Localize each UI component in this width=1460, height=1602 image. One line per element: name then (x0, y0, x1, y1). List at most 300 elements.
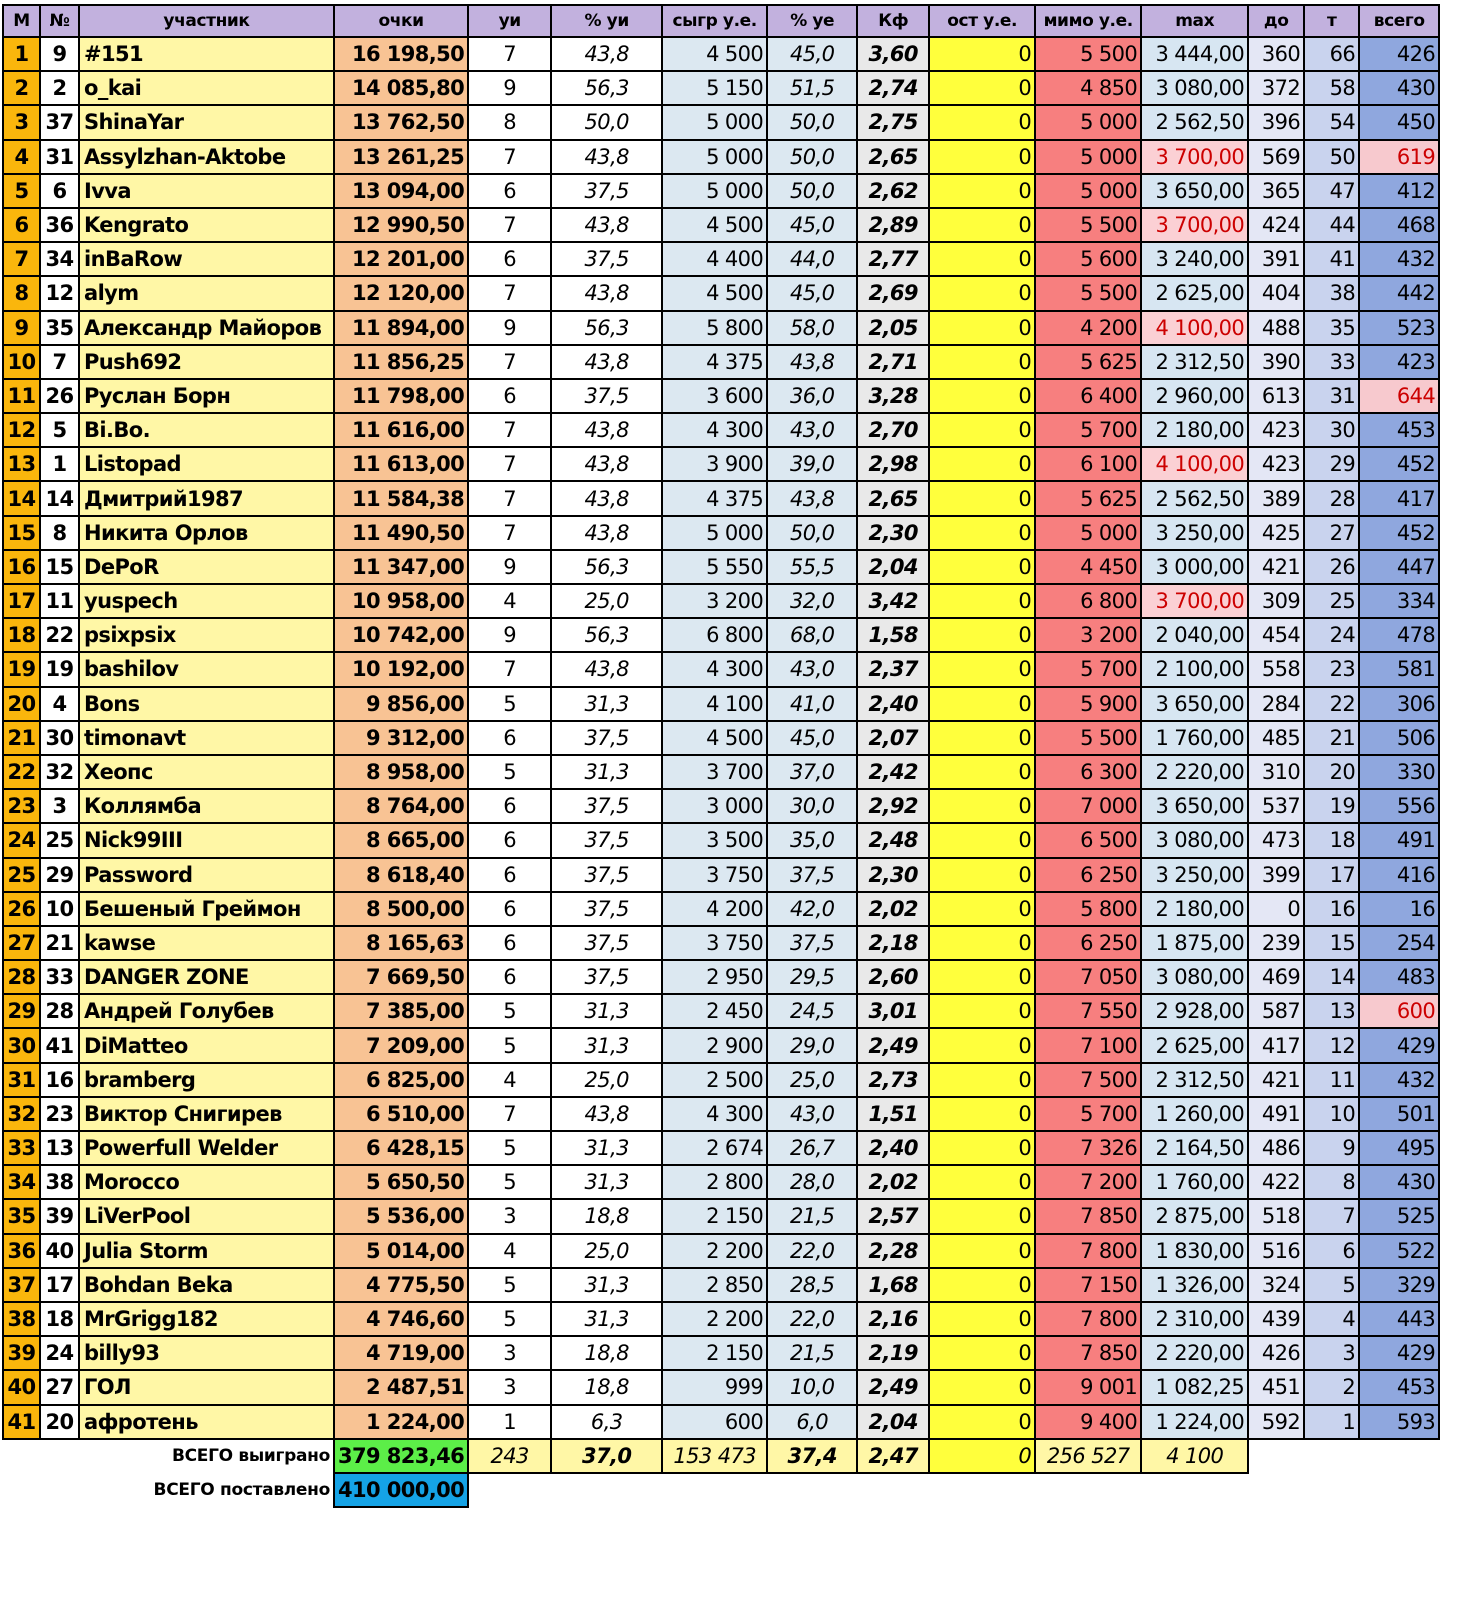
cell-pct-ui: 43,8 (551, 208, 662, 242)
cell-t: 22 (1304, 687, 1359, 721)
cell-points: 7 209,00 (334, 1028, 468, 1062)
cell-to: 372 (1248, 71, 1304, 105)
cell-pct-ui: 43,8 (551, 652, 662, 686)
cell-kf: 2,98 (857, 447, 929, 481)
cell-kf: 2,92 (857, 789, 929, 823)
cell-to: 454 (1248, 618, 1304, 652)
cell-ui: 6 (468, 960, 551, 994)
cell-points: 11 798,00 (334, 379, 468, 413)
cell-pct-played: 24,5 (767, 994, 857, 1028)
cell-ui: 8 (468, 105, 551, 139)
cell-max: 2 625,00 (1141, 276, 1248, 310)
cell-pct-played: 37,5 (767, 926, 857, 960)
cell-number: 5 (40, 413, 79, 447)
cell-pct-played: 21,5 (767, 1199, 857, 1233)
total-missed: 256 527 (1035, 1439, 1141, 1473)
col-header-kf: Кф (857, 5, 929, 37)
cell-to: 518 (1248, 1199, 1304, 1233)
cell-left: 0 (929, 481, 1035, 515)
cell-kf: 2,49 (857, 1028, 929, 1062)
cell-to: 426 (1248, 1336, 1304, 1370)
cell-kf: 2,18 (857, 926, 929, 960)
cell-to: 485 (1248, 721, 1304, 755)
cell-points: 10 192,00 (334, 652, 468, 686)
cell-number: 37 (40, 105, 79, 139)
col-header-total: всего (1359, 5, 1439, 37)
cell-kf: 2,16 (857, 1302, 929, 1336)
cell-t: 10 (1304, 1097, 1359, 1131)
table-row (3, 1063, 1439, 1097)
cell-ui: 6 (468, 242, 551, 276)
cell-rank: 2 (3, 71, 40, 105)
cell-to: 284 (1248, 687, 1304, 721)
cell-rank: 27 (3, 926, 40, 960)
cell-number: 39 (40, 1199, 79, 1233)
cell-t: 41 (1304, 242, 1359, 276)
cell-to: 537 (1248, 789, 1304, 823)
cell-to: 613 (1248, 379, 1304, 413)
cell-kf: 2,77 (857, 242, 929, 276)
cell-total: 468 (1359, 208, 1439, 242)
cell-pct-played: 36,0 (767, 379, 857, 413)
cell-total: 491 (1359, 823, 1439, 857)
cell-ui: 5 (468, 687, 551, 721)
table-row (3, 174, 1439, 208)
cell-pct-played: 22,0 (767, 1234, 857, 1268)
table-row (3, 276, 1439, 310)
cell-t: 44 (1304, 208, 1359, 242)
cell-kf: 2,02 (857, 1165, 929, 1199)
cell-played: 3 200 (662, 584, 767, 618)
cell-total: 432 (1359, 242, 1439, 276)
col-header-points: очки (334, 5, 468, 37)
cell-to: 587 (1248, 994, 1304, 1028)
cell-left: 0 (929, 789, 1035, 823)
cell-missed: 7 500 (1035, 1063, 1141, 1097)
cell-pct-played: 37,0 (767, 755, 857, 789)
cell-kf: 3,42 (857, 584, 929, 618)
cell-t: 35 (1304, 311, 1359, 345)
cell-number: 1 (40, 447, 79, 481)
cell-missed: 7 100 (1035, 1028, 1141, 1062)
cell-number: 9 (40, 37, 79, 71)
cell-number: 10 (40, 892, 79, 926)
cell-ui: 9 (468, 618, 551, 652)
cell-missed: 5 500 (1035, 721, 1141, 755)
cell-missed: 5 500 (1035, 276, 1141, 310)
cell-missed: 5 000 (1035, 516, 1141, 550)
cell-to: 360 (1248, 37, 1304, 71)
cell-missed: 6 100 (1035, 447, 1141, 481)
cell-t: 20 (1304, 755, 1359, 789)
cell-left: 0 (929, 516, 1035, 550)
cell-ui: 3 (468, 1370, 551, 1404)
cell-t: 27 (1304, 516, 1359, 550)
table-row (3, 584, 1439, 618)
cell-kf: 2,04 (857, 1405, 929, 1439)
cell-rank: 26 (3, 892, 40, 926)
table-row (3, 1165, 1439, 1199)
table-row (3, 1097, 1439, 1131)
cell-total: 600 (1359, 994, 1439, 1028)
totals-staked-row (3, 1473, 1439, 1507)
cell-kf: 3,01 (857, 994, 929, 1028)
cell-played: 4 375 (662, 345, 767, 379)
table-row (3, 71, 1439, 105)
cell-played: 2 800 (662, 1165, 767, 1199)
cell-left: 0 (929, 652, 1035, 686)
table-row (3, 1234, 1439, 1268)
cell-rank: 3 (3, 105, 40, 139)
col-header-ui: уи (468, 5, 551, 37)
cell-points: 2 487,51 (334, 1370, 468, 1404)
cell-participant: yuspech (79, 584, 334, 618)
cell-rank: 21 (3, 721, 40, 755)
cell-left: 0 (929, 1268, 1035, 1302)
cell-kf: 2,62 (857, 174, 929, 208)
cell-ui: 7 (468, 345, 551, 379)
cell-left: 0 (929, 858, 1035, 892)
cell-kf: 2,60 (857, 960, 929, 994)
col-header-to: до (1248, 5, 1304, 37)
table-row (3, 1028, 1439, 1062)
cell-kf: 2,69 (857, 276, 929, 310)
cell-ui: 3 (468, 1199, 551, 1233)
blank-cell (1248, 1439, 1439, 1473)
col-header-played: сыгр у.е. (662, 5, 767, 37)
cell-rank: 32 (3, 1097, 40, 1131)
cell-pct-ui: 37,5 (551, 926, 662, 960)
cell-left: 0 (929, 1131, 1035, 1165)
cell-to: 558 (1248, 652, 1304, 686)
cell-to: 439 (1248, 1302, 1304, 1336)
cell-rank: 4 (3, 140, 40, 174)
table-row (3, 447, 1439, 481)
cell-rank: 38 (3, 1302, 40, 1336)
total-staked-label: ВСЕГО поставлено (3, 1473, 334, 1507)
cell-kf: 2,42 (857, 755, 929, 789)
cell-missed: 7 850 (1035, 1199, 1141, 1233)
cell-number: 11 (40, 584, 79, 618)
cell-t: 17 (1304, 858, 1359, 892)
table-row (3, 1268, 1439, 1302)
cell-left: 0 (929, 584, 1035, 618)
cell-pct-played: 26,7 (767, 1131, 857, 1165)
cell-left: 0 (929, 960, 1035, 994)
cell-played: 5 150 (662, 71, 767, 105)
cell-to: 0 (1248, 892, 1304, 926)
cell-kf: 2,49 (857, 1370, 929, 1404)
cell-played: 600 (662, 1405, 767, 1439)
cell-total: 593 (1359, 1405, 1439, 1439)
cell-played: 4 375 (662, 481, 767, 515)
cell-points: 13 261,25 (334, 140, 468, 174)
cell-left: 0 (929, 311, 1035, 345)
cell-pct-ui: 31,3 (551, 1268, 662, 1302)
cell-ui: 6 (468, 789, 551, 823)
cell-missed: 5 500 (1035, 208, 1141, 242)
cell-points: 6 510,00 (334, 1097, 468, 1131)
cell-number: 20 (40, 1405, 79, 1439)
cell-pct-ui: 43,8 (551, 481, 662, 515)
cell-ui: 5 (468, 1268, 551, 1302)
table-row (3, 652, 1439, 686)
cell-total: 453 (1359, 1370, 1439, 1404)
cell-t: 7 (1304, 1199, 1359, 1233)
cell-to: 486 (1248, 1131, 1304, 1165)
cell-participant: MrGrigg182 (79, 1302, 334, 1336)
cell-to: 404 (1248, 276, 1304, 310)
cell-pct-played: 28,5 (767, 1268, 857, 1302)
cell-played: 5 000 (662, 516, 767, 550)
cell-participant: Руслан Борн (79, 379, 334, 413)
cell-to: 390 (1248, 345, 1304, 379)
cell-left: 0 (929, 345, 1035, 379)
total-max: 4 100 (1141, 1439, 1248, 1473)
cell-pct-ui: 37,5 (551, 960, 662, 994)
cell-total: 416 (1359, 858, 1439, 892)
cell-played: 4 500 (662, 37, 767, 71)
cell-ui: 1 (468, 1405, 551, 1439)
cell-pct-played: 43,0 (767, 1097, 857, 1131)
cell-total: 426 (1359, 37, 1439, 71)
col-header-t: т (1304, 5, 1359, 37)
cell-t: 18 (1304, 823, 1359, 857)
cell-pct-played: 51,5 (767, 71, 857, 105)
cell-points: 16 198,50 (334, 37, 468, 71)
cell-to: 592 (1248, 1405, 1304, 1439)
cell-left: 0 (929, 242, 1035, 276)
cell-t: 47 (1304, 174, 1359, 208)
col-header-number: № (40, 5, 79, 37)
cell-to: 310 (1248, 755, 1304, 789)
cell-pct-ui: 25,0 (551, 1234, 662, 1268)
total-won-value: 379 823,46 (334, 1439, 468, 1473)
cell-pct-played: 43,0 (767, 652, 857, 686)
cell-number: 2 (40, 71, 79, 105)
cell-total: 429 (1359, 1028, 1439, 1062)
cell-missed: 5 800 (1035, 892, 1141, 926)
cell-participant: Виктор Снигирев (79, 1097, 334, 1131)
cell-kf: 2,05 (857, 311, 929, 345)
cell-total: 450 (1359, 105, 1439, 139)
cell-missed: 5 625 (1035, 345, 1141, 379)
cell-pct-ui: 31,3 (551, 1028, 662, 1062)
cell-max: 2 180,00 (1141, 892, 1248, 926)
cell-rank: 10 (3, 345, 40, 379)
cell-total: 453 (1359, 413, 1439, 447)
table-row (3, 858, 1439, 892)
cell-pct-played: 35,0 (767, 823, 857, 857)
cell-total: 522 (1359, 1234, 1439, 1268)
table-row (3, 994, 1439, 1028)
cell-t: 30 (1304, 413, 1359, 447)
cell-t: 6 (1304, 1234, 1359, 1268)
cell-participant: Никита Орлов (79, 516, 334, 550)
cell-participant: DiMatteo (79, 1028, 334, 1062)
cell-ui: 7 (468, 1097, 551, 1131)
cell-number: 8 (40, 516, 79, 550)
cell-participant: Александр Майоров (79, 311, 334, 345)
cell-t: 50 (1304, 140, 1359, 174)
cell-left: 0 (929, 105, 1035, 139)
cell-kf: 2,65 (857, 481, 929, 515)
cell-pct-ui: 56,3 (551, 550, 662, 584)
cell-pct-played: 41,0 (767, 687, 857, 721)
cell-played: 2 850 (662, 1268, 767, 1302)
cell-max: 2 220,00 (1141, 755, 1248, 789)
cell-max: 2 562,50 (1141, 105, 1248, 139)
cell-missed: 4 450 (1035, 550, 1141, 584)
cell-participant: Assylzhan-Aktobe (79, 140, 334, 174)
table-row (3, 721, 1439, 755)
cell-participant: афротень (79, 1405, 334, 1439)
cell-pct-ui: 43,8 (551, 516, 662, 550)
cell-max: 2 164,50 (1141, 1131, 1248, 1165)
cell-participant: Коллямба (79, 789, 334, 823)
cell-total: 525 (1359, 1199, 1439, 1233)
cell-pct-played: 45,0 (767, 276, 857, 310)
cell-ui: 5 (468, 755, 551, 789)
cell-to: 423 (1248, 447, 1304, 481)
cell-played: 2 500 (662, 1063, 767, 1097)
table-row (3, 242, 1439, 276)
cell-total: 495 (1359, 1131, 1439, 1165)
cell-points: 6 825,00 (334, 1063, 468, 1097)
cell-number: 27 (40, 1370, 79, 1404)
cell-rank: 5 (3, 174, 40, 208)
cell-pct-ui: 43,8 (551, 276, 662, 310)
cell-to: 391 (1248, 242, 1304, 276)
cell-max: 2 180,00 (1141, 413, 1248, 447)
cell-rank: 11 (3, 379, 40, 413)
table-row (3, 892, 1439, 926)
cell-t: 4 (1304, 1302, 1359, 1336)
col-header-rank: М (3, 5, 40, 37)
cell-participant: Password (79, 858, 334, 892)
cell-max: 2 960,00 (1141, 379, 1248, 413)
table-row (3, 1370, 1439, 1404)
cell-t: 26 (1304, 550, 1359, 584)
cell-ui: 6 (468, 892, 551, 926)
cell-rank: 19 (3, 652, 40, 686)
cell-ui: 5 (468, 1028, 551, 1062)
cell-rank: 1 (3, 37, 40, 71)
cell-pct-ui: 37,5 (551, 721, 662, 755)
cell-points: 8 764,00 (334, 789, 468, 823)
cell-rank: 28 (3, 960, 40, 994)
cell-kf: 2,65 (857, 140, 929, 174)
cell-number: 24 (40, 1336, 79, 1370)
cell-left: 0 (929, 1234, 1035, 1268)
cell-missed: 6 500 (1035, 823, 1141, 857)
total-pct-played: 37,4 (767, 1439, 857, 1473)
cell-t: 15 (1304, 926, 1359, 960)
cell-kf: 2,30 (857, 858, 929, 892)
cell-ui: 7 (468, 413, 551, 447)
cell-pct-played: 28,0 (767, 1165, 857, 1199)
cell-t: 11 (1304, 1063, 1359, 1097)
cell-number: 30 (40, 721, 79, 755)
cell-ui: 4 (468, 584, 551, 618)
cell-max: 3 444,00 (1141, 37, 1248, 71)
cell-participant: Хеопс (79, 755, 334, 789)
cell-max: 3 650,00 (1141, 687, 1248, 721)
cell-max: 3 240,00 (1141, 242, 1248, 276)
cell-participant: timonavt (79, 721, 334, 755)
cell-total: 417 (1359, 481, 1439, 515)
cell-pct-played: 21,5 (767, 1336, 857, 1370)
cell-total: 429 (1359, 1336, 1439, 1370)
cell-missed: 5 500 (1035, 37, 1141, 71)
cell-played: 2 900 (662, 1028, 767, 1062)
cell-pct-ui: 56,3 (551, 71, 662, 105)
cell-left: 0 (929, 447, 1035, 481)
cell-number: 16 (40, 1063, 79, 1097)
cell-to: 451 (1248, 1370, 1304, 1404)
cell-points: 8 958,00 (334, 755, 468, 789)
cell-pct-played: 45,0 (767, 208, 857, 242)
cell-to: 424 (1248, 208, 1304, 242)
cell-missed: 7 800 (1035, 1302, 1141, 1336)
cell-participant: ShinaYar (79, 105, 334, 139)
cell-played: 4 500 (662, 208, 767, 242)
cell-to: 569 (1248, 140, 1304, 174)
cell-rank: 25 (3, 858, 40, 892)
cell-t: 2 (1304, 1370, 1359, 1404)
cell-participant: Bohdan Beka (79, 1268, 334, 1302)
cell-t: 66 (1304, 37, 1359, 71)
cell-points: 13 762,50 (334, 105, 468, 139)
cell-left: 0 (929, 687, 1035, 721)
cell-played: 2 200 (662, 1234, 767, 1268)
cell-ui: 6 (468, 721, 551, 755)
cell-left: 0 (929, 1302, 1035, 1336)
cell-max: 1 224,00 (1141, 1405, 1248, 1439)
cell-kf: 2,04 (857, 550, 929, 584)
cell-to: 422 (1248, 1165, 1304, 1199)
cell-missed: 6 250 (1035, 858, 1141, 892)
cell-number: 36 (40, 208, 79, 242)
cell-kf: 2,02 (857, 892, 929, 926)
cell-missed: 7 550 (1035, 994, 1141, 1028)
cell-played: 4 400 (662, 242, 767, 276)
cell-left: 0 (929, 37, 1035, 71)
cell-participant: Morocco (79, 1165, 334, 1199)
cell-left: 0 (929, 379, 1035, 413)
cell-played: 4 500 (662, 276, 767, 310)
cell-to: 425 (1248, 516, 1304, 550)
cell-missed: 5 000 (1035, 140, 1141, 174)
cell-ui: 7 (468, 516, 551, 550)
cell-missed: 7 326 (1035, 1131, 1141, 1165)
table-row (3, 1199, 1439, 1233)
cell-ui: 6 (468, 174, 551, 208)
total-kf: 2,47 (857, 1439, 929, 1473)
cell-played: 6 800 (662, 618, 767, 652)
cell-pct-ui: 31,3 (551, 755, 662, 789)
cell-points: 11 584,38 (334, 481, 468, 515)
cell-t: 19 (1304, 789, 1359, 823)
cell-participant: DePoR (79, 550, 334, 584)
cell-t: 23 (1304, 652, 1359, 686)
cell-total: 254 (1359, 926, 1439, 960)
totals-won-row (3, 1439, 1439, 1473)
cell-max: 2 928,00 (1141, 994, 1248, 1028)
table-row (3, 379, 1439, 413)
cell-t: 54 (1304, 105, 1359, 139)
cell-total: 334 (1359, 584, 1439, 618)
